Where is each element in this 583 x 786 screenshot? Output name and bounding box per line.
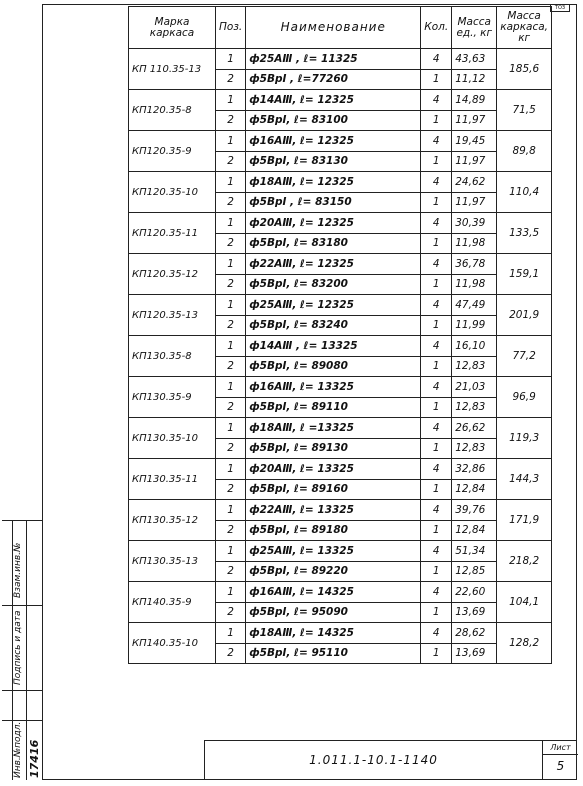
position-cell: 2 — [216, 397, 246, 418]
unit-mass-cell: 11,97 — [452, 110, 497, 131]
quantity-cell: 1 — [421, 151, 452, 172]
table-row — [129, 131, 552, 152]
position-cell: 1 — [216, 500, 246, 521]
quantity-cell: 4 — [421, 90, 452, 111]
quantity-cell: 1 — [421, 356, 452, 377]
item-name-cell: ф16АⅢ, ℓ= 12325 — [246, 131, 421, 152]
quantity-cell: 4 — [421, 623, 452, 644]
stamp-sidebar — [2, 520, 42, 780]
item-name-cell: ф25АⅢ, ℓ= 12325 — [246, 295, 421, 316]
unit-mass-cell: 26,62 — [452, 418, 497, 439]
frame-mark-cell: КП140.35-10 — [129, 623, 216, 664]
position-cell: 2 — [216, 520, 246, 541]
header-pos: Поз. — [216, 7, 246, 49]
unit-mass-cell: 22,60 — [452, 582, 497, 603]
table-row — [129, 459, 552, 480]
position-cell: 1 — [216, 295, 246, 316]
position-cell: 2 — [216, 151, 246, 172]
quantity-cell: 1 — [421, 520, 452, 541]
position-cell: 2 — [216, 274, 246, 295]
frame-total-mass-cell: 89,8 — [497, 131, 552, 172]
sheet-number-box — [542, 741, 578, 779]
position-cell: 1 — [216, 172, 246, 193]
sidebar-inv-orig-value: 17416 — [28, 739, 41, 778]
sidebar-line — [2, 690, 42, 691]
item-name-cell: ф14АⅢ , ℓ= 13325 — [246, 336, 421, 357]
table-row — [129, 336, 552, 357]
item-name-cell: ф18АⅢ, ℓ =13325 — [246, 418, 421, 439]
corner-tab: ТОЗ — [550, 5, 570, 12]
header-name: Наименование — [246, 7, 421, 49]
quantity-cell: 1 — [421, 315, 452, 336]
frame-total-mass-cell: 159,1 — [497, 254, 552, 295]
unit-mass-cell: 12,83 — [452, 397, 497, 418]
item-name-cell: ф16АⅢ, ℓ= 14325 — [246, 582, 421, 603]
quantity-cell: 1 — [421, 233, 452, 254]
quantity-cell: 1 — [421, 69, 452, 90]
position-cell: 1 — [216, 377, 246, 398]
table-body — [129, 49, 552, 664]
quantity-cell: 1 — [421, 602, 452, 623]
sidebar-sign-date: Подпись и дата — [13, 610, 23, 685]
unit-mass-cell: 36,78 — [452, 254, 497, 275]
unit-mass-cell: 43,63 — [452, 49, 497, 70]
frame-total-mass-cell: 201,9 — [497, 295, 552, 336]
position-cell: 1 — [216, 90, 246, 111]
unit-mass-cell: 13,69 — [452, 643, 497, 664]
position-cell: 2 — [216, 356, 246, 377]
unit-mass-cell: 11,97 — [452, 151, 497, 172]
unit-mass-cell: 11,12 — [452, 69, 497, 90]
item-name-cell: ф22АⅢ, ℓ= 12325 — [246, 254, 421, 275]
position-cell: 1 — [216, 213, 246, 234]
item-name-cell: ф16АⅢ, ℓ= 13325 — [246, 377, 421, 398]
quantity-cell: 4 — [421, 336, 452, 357]
item-name-cell: ф5ВрⅠ, ℓ= 83100 — [246, 110, 421, 131]
frame-mark-cell: КП130.35-13 — [129, 541, 216, 582]
unit-mass-cell: 21,03 — [452, 377, 497, 398]
header-mark: Марка каркаса — [129, 7, 216, 49]
header-mass-total: Масса каркаса, кг — [497, 7, 552, 49]
unit-mass-cell: 32,86 — [452, 459, 497, 480]
table-row — [129, 90, 552, 111]
item-name-cell: ф5ВрⅠ , ℓ= 83150 — [246, 192, 421, 213]
frame-mark-cell: КП120.35-11 — [129, 213, 216, 254]
position-cell: 2 — [216, 110, 246, 131]
position-cell: 1 — [216, 49, 246, 70]
item-name-cell: ф5ВрⅠ, ℓ= 89220 — [246, 561, 421, 582]
quantity-cell: 4 — [421, 500, 452, 521]
item-name-cell: ф5ВрⅠ, ℓ= 95090 — [246, 602, 421, 623]
frame-mark-cell: КП130.35-9 — [129, 377, 216, 418]
item-name-cell: ф14АⅢ, ℓ= 12325 — [246, 90, 421, 111]
sidebar-line — [2, 605, 42, 606]
table-header-row — [129, 7, 552, 49]
frame-total-mass-cell: 110,4 — [497, 172, 552, 213]
unit-mass-cell: 47,49 — [452, 295, 497, 316]
table-row — [129, 377, 552, 398]
position-cell: 2 — [216, 233, 246, 254]
quantity-cell: 4 — [421, 541, 452, 562]
position-cell: 1 — [216, 541, 246, 562]
item-name-cell: ф18АⅢ, ℓ= 14325 — [246, 623, 421, 644]
item-name-cell: ф5ВрⅠ, ℓ= 83200 — [246, 274, 421, 295]
frame-total-mass-cell: 171,9 — [497, 500, 552, 541]
frame-mark-cell: КП120.35-10 — [129, 172, 216, 213]
position-cell: 2 — [216, 192, 246, 213]
item-name-cell: ф5ВрⅠ, ℓ= 89180 — [246, 520, 421, 541]
quantity-cell: 1 — [421, 479, 452, 500]
sheet-number: 5 — [556, 759, 565, 773]
table-row — [129, 49, 552, 70]
quantity-cell: 4 — [421, 418, 452, 439]
position-cell: 2 — [216, 479, 246, 500]
frame-total-mass-cell: 104,1 — [497, 582, 552, 623]
specification-table — [128, 6, 552, 664]
frame-mark-cell: КП120.35-12 — [129, 254, 216, 295]
quantity-cell: 4 — [421, 131, 452, 152]
item-name-cell: ф5ВрⅠ, ℓ= 95110 — [246, 643, 421, 664]
unit-mass-cell: 12,84 — [452, 520, 497, 541]
position-cell: 2 — [216, 561, 246, 582]
quantity-cell: 4 — [421, 254, 452, 275]
table-row — [129, 213, 552, 234]
table-row — [129, 172, 552, 193]
position-cell: 2 — [216, 69, 246, 90]
item-name-cell: ф5ВрⅠ, ℓ= 83130 — [246, 151, 421, 172]
quantity-cell: 1 — [421, 274, 452, 295]
frame-mark-cell: КП120.35-8 — [129, 90, 216, 131]
frame-total-mass-cell: 133,5 — [497, 213, 552, 254]
unit-mass-cell: 19,45 — [452, 131, 497, 152]
frame-total-mass-cell: 77,2 — [497, 336, 552, 377]
item-name-cell: ф5ВрⅠ, ℓ= 83180 — [246, 233, 421, 254]
frame-total-mass-cell: 71,5 — [497, 90, 552, 131]
item-name-cell: ф20АⅢ, ℓ= 13325 — [246, 459, 421, 480]
frame-total-mass-cell: 119,3 — [497, 418, 552, 459]
table-row — [129, 254, 552, 275]
position-cell: 2 — [216, 602, 246, 623]
quantity-cell: 4 — [421, 459, 452, 480]
quantity-cell: 4 — [421, 49, 452, 70]
position-cell: 1 — [216, 459, 246, 480]
unit-mass-cell: 28,62 — [452, 623, 497, 644]
unit-mass-cell: 13,69 — [452, 602, 497, 623]
quantity-cell: 1 — [421, 561, 452, 582]
table-row — [129, 623, 552, 644]
sidebar-replace-inv: Взам.инв.№ — [13, 542, 23, 598]
table-row — [129, 500, 552, 521]
item-name-cell: ф20АⅢ, ℓ= 12325 — [246, 213, 421, 234]
unit-mass-cell: 14,89 — [452, 90, 497, 111]
item-name-cell: ф5ВрⅠ, ℓ= 89160 — [246, 479, 421, 500]
position-cell: 2 — [216, 315, 246, 336]
item-name-cell: ф5ВрⅠ, ℓ= 89130 — [246, 438, 421, 459]
frame-mark-cell: КП140.35-9 — [129, 582, 216, 623]
position-cell: 2 — [216, 643, 246, 664]
frame-mark-cell: КП130.35-11 — [129, 459, 216, 500]
unit-mass-cell: 30,39 — [452, 213, 497, 234]
item-name-cell: ф5ВрⅠ, ℓ= 89080 — [246, 356, 421, 377]
unit-mass-cell: 12,85 — [452, 561, 497, 582]
unit-mass-cell: 11,98 — [452, 274, 497, 295]
quantity-cell: 1 — [421, 397, 452, 418]
unit-mass-cell: 24,62 — [452, 172, 497, 193]
quantity-cell: 1 — [421, 110, 452, 131]
position-cell: 2 — [216, 438, 246, 459]
sheet-label: Лист — [543, 741, 578, 755]
unit-mass-cell: 11,97 — [452, 192, 497, 213]
position-cell: 1 — [216, 254, 246, 275]
unit-mass-cell: 16,10 — [452, 336, 497, 357]
frame-mark-cell: КП130.35-10 — [129, 418, 216, 459]
position-cell: 1 — [216, 336, 246, 357]
frame-total-mass-cell: 128,2 — [497, 623, 552, 664]
document-code: 1.011.1-10.1-1140 — [309, 753, 438, 767]
unit-mass-cell: 39,76 — [452, 500, 497, 521]
table-row — [129, 418, 552, 439]
header-mass-unit: Масса ед., кг — [452, 7, 497, 49]
sidebar-inv-orig: Инв.№подл. — [13, 721, 23, 778]
unit-mass-cell: 51,34 — [452, 541, 497, 562]
sidebar-line — [26, 520, 27, 780]
header-qty: Кол. — [421, 7, 452, 49]
position-cell: 1 — [216, 131, 246, 152]
quantity-cell: 4 — [421, 582, 452, 603]
unit-mass-cell: 11,98 — [452, 233, 497, 254]
item-name-cell: ф25АⅢ , ℓ= 11325 — [246, 49, 421, 70]
item-name-cell: ф5ВрⅠ, ℓ= 89110 — [246, 397, 421, 418]
frame-mark-cell: КП120.35-13 — [129, 295, 216, 336]
table-row — [129, 582, 552, 603]
frame-total-mass-cell: 185,6 — [497, 49, 552, 90]
table-row — [129, 541, 552, 562]
item-name-cell: ф18АⅢ, ℓ= 12325 — [246, 172, 421, 193]
position-cell: 1 — [216, 582, 246, 603]
quantity-cell: 4 — [421, 377, 452, 398]
unit-mass-cell: 11,99 — [452, 315, 497, 336]
item-name-cell: ф25АⅢ, ℓ= 13325 — [246, 541, 421, 562]
quantity-cell: 4 — [421, 213, 452, 234]
table-row — [129, 295, 552, 316]
quantity-cell: 4 — [421, 295, 452, 316]
item-name-cell: ф5ВрⅠ, ℓ= 83240 — [246, 315, 421, 336]
title-block — [204, 740, 577, 780]
unit-mass-cell: 12,83 — [452, 438, 497, 459]
quantity-cell: 1 — [421, 643, 452, 664]
unit-mass-cell: 12,84 — [452, 479, 497, 500]
unit-mass-cell: 12,83 — [452, 356, 497, 377]
quantity-cell: 1 — [421, 192, 452, 213]
quantity-cell: 4 — [421, 172, 452, 193]
frame-mark-cell: КП120.35-9 — [129, 131, 216, 172]
frame-mark-cell: КП130.35-12 — [129, 500, 216, 541]
frame-total-mass-cell: 144,3 — [497, 459, 552, 500]
frame-mark-cell: КП 110.35-13 — [129, 49, 216, 90]
position-cell: 1 — [216, 418, 246, 439]
frame-total-mass-cell: 96,9 — [497, 377, 552, 418]
frame-mark-cell: КП130.35-8 — [129, 336, 216, 377]
item-name-cell: ф5ВрⅠ , ℓ=77260 — [246, 69, 421, 90]
position-cell: 1 — [216, 623, 246, 644]
frame-total-mass-cell: 218,2 — [497, 541, 552, 582]
sidebar-line — [2, 520, 42, 521]
item-name-cell: ф22АⅢ, ℓ= 13325 — [246, 500, 421, 521]
quantity-cell: 1 — [421, 438, 452, 459]
